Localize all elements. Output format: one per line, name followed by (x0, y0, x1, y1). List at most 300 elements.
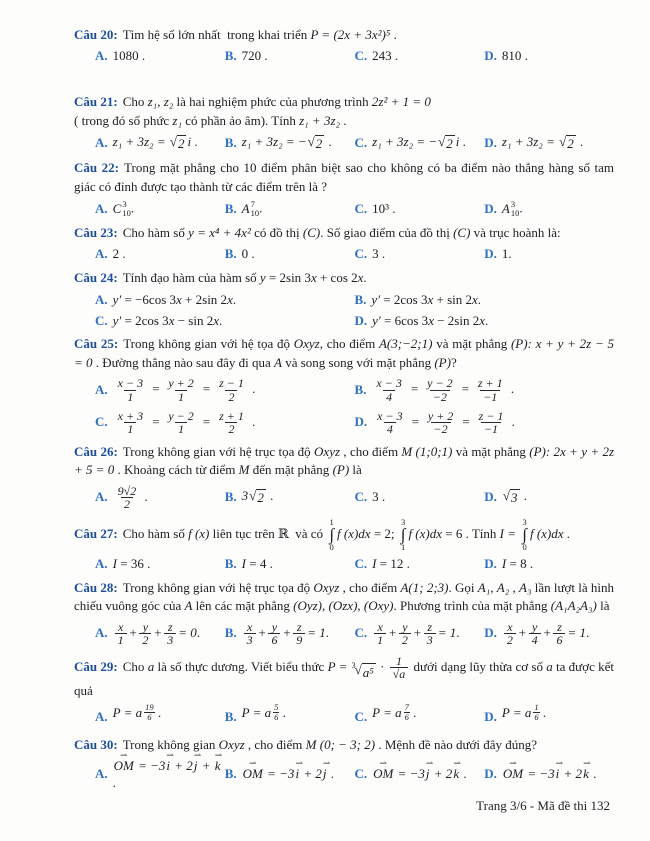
question-24-option-A (95, 290, 355, 311)
question-24-option-B (355, 290, 615, 311)
text-run: . (485, 312, 489, 328)
question-28-option-A (95, 618, 225, 650)
text-run: · (376, 658, 388, 674)
option-A-label: A. (95, 625, 108, 641)
math-fraction (475, 377, 506, 403)
fraction-numerator: x − 3 (376, 376, 402, 391)
math-text: A₃ (519, 579, 532, 595)
option-A-label: A. (95, 708, 108, 724)
text-run: 2 . (112, 246, 126, 262)
math-text: = (148, 413, 164, 429)
text-run: . (266, 488, 274, 504)
questions (74, 26, 618, 798)
fraction-numerator: z (296, 619, 302, 634)
radicand: a⁵ (362, 663, 376, 682)
text-run: − sin 2 (174, 312, 214, 328)
fraction-denominator: 2 (225, 422, 237, 436)
text-run: . (141, 488, 148, 504)
text-run: . (519, 200, 523, 216)
math-supsub (113, 200, 131, 218)
text-run: . Phương trình của mặt phẳng (393, 598, 551, 614)
math-text: I (372, 555, 377, 571)
math-vector: OM ⇀ (503, 766, 523, 783)
math-vector: k ⇀ (453, 766, 459, 783)
math-text: + (282, 624, 292, 640)
math-vector: i ⇀ (295, 766, 299, 783)
fraction-numerator: z (557, 619, 562, 634)
option-C-text (372, 556, 410, 573)
option-C-text (372, 766, 466, 783)
question-21-number: Câu 21: (74, 94, 118, 110)
math-exponent-fraction (404, 703, 410, 723)
radicand: 2 (177, 136, 185, 152)
page-footer: Trang 3/6 - Mã đề thi 132 (476, 797, 610, 813)
math-text: (Oxy) (363, 598, 394, 614)
question-23-option-D (484, 244, 614, 265)
question-23 (74, 224, 614, 265)
question-28-number: Câu 28: (74, 579, 118, 595)
math-text: P = a (372, 704, 402, 720)
option-D-text (502, 620, 589, 648)
math-text: A(3;−2;1) (378, 336, 433, 352)
question-29-options (74, 703, 614, 732)
text-run: . (409, 704, 417, 720)
option-D-text (502, 488, 527, 507)
math-text: y′ (371, 291, 381, 307)
integral-sign: ∫ (329, 525, 334, 545)
fraction-denominator: 2 (121, 497, 133, 511)
question-25-option-D (355, 407, 615, 439)
question-29 (74, 653, 618, 732)
option-C-label: C. (354, 48, 368, 64)
integral-lower-limit: 1 (400, 542, 406, 553)
math-fraction (139, 621, 151, 647)
text-run: Cho (122, 94, 148, 110)
radical-sign: √ (169, 134, 177, 150)
math-text: dx (429, 525, 443, 541)
question-24-option-D (355, 311, 615, 332)
math-text: dx (358, 525, 371, 541)
superscript: 3 (510, 199, 516, 210)
math-text: y (259, 270, 266, 286)
math-vector: i ⇀ (556, 766, 560, 783)
math-fraction (374, 621, 386, 647)
text-run: , (509, 579, 519, 595)
text-run: , cho điểm (244, 736, 306, 752)
fraction-denominator: 1 (175, 390, 187, 404)
math-text: x (428, 312, 434, 328)
math-fraction (399, 621, 411, 647)
math-text: + (198, 757, 214, 773)
option-A-label: A. (95, 291, 108, 307)
text-run: . (363, 270, 367, 286)
fraction-denominator: 4 (383, 390, 395, 404)
math-fraction (165, 377, 196, 403)
question-20-options (74, 46, 614, 67)
text-run: là số thực dương. Viết biểu thức (154, 658, 328, 674)
math-text: M (1;0;1) (401, 443, 453, 459)
option-B-label: B. (224, 135, 237, 151)
text-run: = 36 . (116, 555, 151, 571)
fraction-denominator: −2 (430, 390, 450, 404)
integral-upper-limit: 1 (329, 516, 334, 527)
math-vector: i ⇀ (166, 758, 170, 775)
text-run: ta được kết quả (74, 658, 618, 699)
fraction-numerator: x + 3 (117, 408, 144, 423)
text-run: 0 . (241, 246, 255, 262)
option-A-label: A. (95, 382, 108, 398)
math-vector: j ⇀ (194, 758, 198, 775)
math-text: x (357, 270, 364, 286)
text-run: . (130, 200, 135, 216)
question-20-stem (74, 26, 614, 44)
option-C-label: C. (95, 312, 108, 328)
text-run: 720 . (241, 48, 268, 64)
question-26-stem (74, 443, 618, 480)
question-28 (74, 579, 618, 650)
exponent-denominator: 6 (147, 712, 152, 723)
text-run: = 2cos 3 (380, 291, 428, 307)
option-B-label: B. (224, 625, 237, 641)
text-run: . (279, 704, 286, 720)
option-A-text (113, 620, 200, 648)
option-D-text (502, 556, 533, 573)
question-23-option-A (95, 244, 225, 265)
text-run: có phần ảo âm). Tính (182, 112, 300, 128)
text-run: Cho hàm số (122, 525, 189, 541)
fraction-numerator: y (271, 619, 278, 634)
integral-upper-limit: 3 (522, 516, 527, 527)
integral-lower-limit: 0 (522, 542, 527, 553)
fraction-denominator: 2 (399, 633, 411, 647)
text-run: và mặt phẳng (432, 336, 511, 352)
fraction-numerator: y − 2 (168, 408, 194, 423)
option-B-text (241, 701, 286, 730)
question-21-option-C (355, 132, 485, 155)
question-30-options (74, 756, 614, 794)
text-run: Tìm hệ số lớn nhất trong khai triển (122, 27, 311, 42)
question-23-options (74, 244, 614, 265)
option-D-label: D. (354, 414, 368, 430)
text-run: . Khoảng cách từ điểm (114, 462, 239, 478)
math-sqrt (559, 135, 576, 153)
integral-sign: ∫ (522, 525, 527, 545)
question-29-number: Câu 29: (74, 658, 118, 674)
math-text: = (458, 413, 474, 429)
question-20-number: Câu 20: (74, 27, 118, 42)
radical-sign: √ (438, 134, 446, 150)
option-D-text (372, 313, 488, 330)
math-text: I = (499, 525, 520, 541)
option-B-text (242, 766, 334, 783)
math-fraction (390, 655, 409, 681)
text-run: 10³ . (372, 200, 396, 216)
option-D-label: D. (484, 708, 497, 724)
math-text: + (153, 624, 163, 640)
text-run: . (539, 704, 547, 720)
supsub-base: A (241, 200, 250, 216)
option-C-label: C. (354, 200, 368, 216)
question-27-option-C (355, 554, 485, 575)
fraction-denominator: 1 (115, 633, 127, 647)
text-run: 3 . (372, 489, 386, 505)
option-B-label: B. (354, 382, 367, 398)
fraction-denominator: −1 (480, 390, 500, 404)
question-27-number: Câu 27: (74, 525, 118, 541)
text-run: . (340, 112, 347, 128)
option-D-text (502, 766, 596, 783)
fraction-numerator: z − 1 (219, 376, 244, 391)
math-text: (P) (434, 354, 451, 370)
math-fraction (165, 410, 196, 436)
math-text: x (227, 291, 233, 307)
math-text: P = (2x + 3x²)⁵ (310, 27, 391, 42)
text-run: là (349, 462, 362, 478)
text-run: = 2cos 3 (121, 312, 169, 328)
question-23-number: Câu 23: (74, 224, 118, 240)
option-C-text (372, 134, 466, 153)
math-sqrt (170, 135, 187, 153)
math-fraction (374, 410, 405, 436)
question-21-option-A (95, 132, 225, 155)
option-C-text (372, 48, 398, 65)
math-vector: j ⇀ (426, 766, 430, 783)
option-B-text (242, 488, 274, 507)
subscript: 10 (122, 207, 131, 218)
question-20-option-A (95, 46, 225, 67)
option-B-label: B. (224, 48, 237, 64)
text-run: . (576, 134, 584, 150)
option-B-label: B. (224, 766, 237, 782)
radical-sign: √ (502, 488, 511, 504)
math-text: + 2 (300, 766, 322, 782)
question-26-number: Câu 26: (74, 443, 118, 459)
math-text: dx (551, 525, 564, 541)
math-text: z₁ (172, 112, 182, 128)
math-text: = (407, 413, 423, 429)
math-fraction (216, 377, 247, 403)
question-29-stem (74, 653, 618, 701)
radicand: 2 (315, 136, 323, 152)
math-text: x (176, 291, 182, 307)
text-run: Tính đạo hàm của hàm số (122, 270, 260, 286)
math-supsub (242, 200, 259, 218)
option-C-text (113, 409, 256, 437)
question-27-stem (74, 518, 614, 552)
math-text: 3 (241, 488, 249, 504)
question-20-option-B (225, 46, 355, 67)
math-text: (C) (302, 224, 321, 240)
fraction-numerator: y (142, 619, 149, 634)
option-A-label: A. (95, 766, 108, 782)
option-C-text (372, 489, 385, 506)
math-text: = (406, 381, 423, 397)
text-run: + 2sin 2 (181, 291, 228, 307)
text-run: . (459, 134, 466, 150)
fraction-denominator: 4 (529, 633, 541, 647)
text-run: . (325, 134, 332, 150)
question-23-option-B (225, 244, 355, 265)
fraction-numerator: x (117, 619, 124, 634)
math-text: + 2 (171, 757, 193, 773)
exponent-numerator: 19 (145, 701, 154, 712)
question-30-option-B (225, 756, 355, 794)
math-vector: OM ⇀ (243, 766, 263, 783)
text-run: . (327, 766, 334, 782)
radical-sign: √ (307, 134, 315, 150)
text-run: có đồ thị (250, 224, 303, 240)
text-run: . Số giao điểm của đồ thị (320, 224, 454, 240)
math-supsub (502, 200, 519, 218)
subscript: 10 (510, 207, 520, 218)
text-run: + cos 2 (316, 270, 358, 286)
question-21 (74, 93, 614, 155)
math-integral (522, 518, 527, 552)
option-B-label: B. (354, 291, 367, 307)
math-text: P = a (501, 704, 532, 720)
math-text: + (412, 624, 422, 640)
text-run: và trục hoành là: (470, 224, 561, 240)
math-text: f (x) (336, 525, 359, 541)
option-D-text (372, 409, 515, 437)
math-vector: OM ⇀ (373, 766, 393, 783)
text-run: Trong không gian với hệ trục tọa độ (122, 579, 314, 595)
text-run: . (507, 381, 515, 397)
question-26-option-B (225, 482, 355, 514)
question-25-options (74, 374, 614, 438)
math-text: (Oyz) (293, 598, 323, 614)
option-A-label: A. (95, 200, 108, 216)
fraction-numerator: y + 2 (168, 376, 194, 391)
option-B-text (242, 556, 273, 573)
fraction-numerator: x − 3 (377, 408, 403, 423)
text-run: − 2sin 2 (433, 312, 480, 328)
text-run: , cho điểm (339, 579, 401, 595)
question-28-option-B (225, 618, 355, 650)
math-text: I (501, 555, 507, 571)
fraction-denominator: 1 (175, 422, 187, 436)
question-21-options (74, 132, 614, 155)
option-B-label: B. (224, 489, 237, 505)
math-text: = 1 (307, 624, 326, 640)
text-run: . Đường thẳng nào sau đây đi qua (92, 354, 274, 370)
math-text: I (241, 555, 247, 571)
option-D-text (501, 701, 547, 730)
question-24-option-C (95, 311, 355, 332)
text-run: và mặt phẳng (452, 443, 530, 459)
fraction-denominator: 1 (374, 633, 386, 647)
option-A-text (113, 556, 151, 573)
question-27 (74, 518, 614, 575)
fraction-numerator: y − 2 (427, 376, 453, 391)
question-27-option-A (95, 554, 225, 575)
question-24 (74, 269, 614, 331)
question-25-number: Câu 25: (74, 336, 119, 352)
math-fraction (293, 621, 305, 647)
fraction-denominator: 3 (244, 633, 256, 647)
math-text: = 1 (437, 624, 457, 640)
text-run: . (191, 134, 198, 150)
math-fraction (476, 410, 507, 436)
text-run: và song song với mặt phẳng (281, 354, 435, 370)
math-text: + (128, 624, 138, 640)
math-text: A₂ (496, 579, 510, 595)
question-22-options (74, 198, 614, 220)
question-30 (74, 736, 614, 794)
option-A-text (113, 134, 198, 153)
math-text: x (168, 312, 175, 328)
radicand: 2 (257, 490, 264, 506)
question-29-option-C (355, 703, 485, 732)
option-A-text (113, 758, 223, 792)
question-29-option-B (225, 703, 355, 732)
question-25-stem (74, 335, 618, 372)
text-run: = 2; (370, 525, 398, 541)
text-run: = 12 . (376, 555, 410, 571)
option-C-label: C. (354, 625, 368, 641)
question-22-option-A (95, 198, 225, 220)
option-C-text (372, 201, 395, 218)
math-text: z₁ + 3z₂ (299, 112, 341, 128)
question-25-option-C (95, 407, 355, 439)
question-22-stem (74, 159, 618, 196)
text-run: dưới dạng lũy thừa cơ số (410, 658, 547, 674)
root-index: 3 (351, 660, 356, 670)
question-25-option-B (355, 374, 615, 406)
fraction-denominator: 9 (293, 633, 305, 647)
math-text: (P) (332, 462, 350, 478)
exponent-denominator: 6 (274, 712, 279, 723)
text-run: . (460, 766, 467, 782)
question-23-option-C (355, 244, 485, 265)
option-B-label: B. (224, 200, 237, 216)
text-run: = 6cos 3 (380, 312, 429, 328)
fraction-denominator: √a (390, 667, 409, 681)
math-text: Oxyz (313, 579, 340, 595)
fraction-denominator: 4 (384, 422, 396, 436)
option-D-text (502, 200, 523, 218)
math-text: = −3 (134, 757, 166, 773)
math-text: x (472, 291, 478, 307)
fraction-numerator: y (402, 619, 408, 634)
math-text: M (0; − 3; 2) (305, 736, 376, 752)
math-fraction (425, 410, 456, 436)
integral-upper-limit: 3 (400, 516, 406, 527)
text-run: . (248, 381, 256, 397)
text-run: , (490, 579, 497, 595)
math-text: Oxyz (293, 336, 320, 352)
fraction-denominator: 6 (553, 633, 565, 647)
question-28-option-C (355, 618, 485, 650)
math-text: + (517, 624, 527, 640)
math-text: a (147, 658, 155, 674)
math-vector: j ⇀ (323, 766, 327, 783)
option-B-text (242, 620, 329, 648)
option-C-label: C. (354, 246, 368, 262)
option-D-label: D. (484, 48, 497, 64)
question-28-stem (74, 579, 618, 616)
question-20-option-C (355, 46, 485, 67)
question-21-option-B (225, 132, 355, 155)
option-C-text (113, 313, 223, 330)
option-C-label: C. (354, 489, 368, 505)
math-integral (401, 518, 406, 552)
option-A-label: A. (95, 48, 108, 64)
math-text: z₁ + 3z₂ = − (241, 134, 307, 150)
text-run: . Gọi (448, 579, 478, 595)
math-text: = 1 (567, 624, 586, 640)
math-text: I (112, 555, 117, 571)
